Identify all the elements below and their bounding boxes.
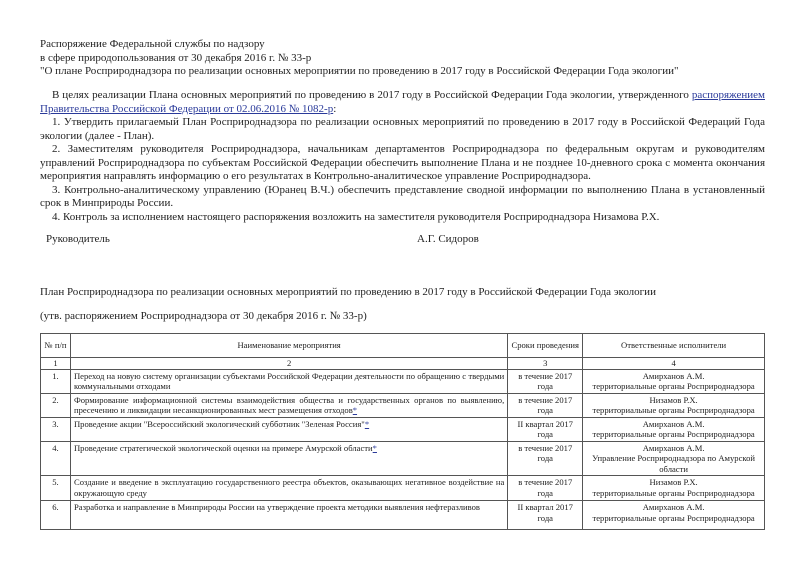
document-header [40, 38, 765, 79]
row-term: в течение 2017 года [508, 393, 583, 417]
plan-title: План Росприроднадзора по реализации основных мероприятий по проведению в 2017 году в Российской Федерации Года экологии [40, 286, 656, 298]
plan-approved: (утв. распоряжением Росприроднадзора от 30 декабря 2016 г. № 33-р) [40, 310, 367, 322]
row-responsible [583, 417, 765, 441]
row-number: 2. [41, 393, 71, 417]
col-number: 1 [41, 358, 71, 370]
row-term: в течение 2017 года [508, 476, 583, 501]
activity-text: Переход на новую систему организации субъектами Российской Федерации деятельности по обращению с твердыми коммунальными отходами [73, 370, 505, 391]
row-activity [70, 501, 507, 530]
footnote-link[interactable]: * [352, 405, 358, 415]
intro-text: В целях реализации Плана основных мероприятий по проведению в 2017 году в Российской Федерации Года экологии, утвержденного [52, 89, 692, 101]
item-4: 4. Контроль за исполнением настоящего распоряжения возложить на заместителя руководителя Росприроднадзора Низамова Р.Х. [52, 210, 660, 223]
row-responsible [583, 441, 765, 476]
signature-title: Руководитель [46, 233, 110, 245]
intro-end: : [333, 102, 337, 115]
row-responsible [583, 393, 765, 417]
row-activity [70, 369, 507, 393]
intro-paragraph [40, 89, 765, 116]
row-responsible [583, 476, 765, 501]
row-number: 3. [41, 417, 71, 441]
row-responsible [583, 501, 765, 530]
activity-text: Создание и введение в эксплуатацию государственного реестра объектов, оказывающих негативное воздействие на окружающую среду [73, 477, 505, 498]
item-2: 2. Заместителям руководителя Росприроднадзора, начальникам департаментов Росприроднадзора по федеральным округам и руководителям управлений Росприроднадзора по субъектам Российской Федерации обеспечить выполнение Плана и не позднее 10-дневного срока с момента окончания мероприятия направлять информацию о его результатах в Контрольно-аналитическое управление Росприроднадзора. [40, 143, 765, 182]
responsible-person: Амирханов А.М. [642, 442, 705, 453]
activity-text: Проведение акции "Всероссийский экологический субботник "Зеленая Россия" [73, 418, 365, 429]
header-name: Наименование мероприятия [70, 334, 507, 358]
responsible-person: Низамов Р.Х. [649, 477, 698, 487]
responsible-person: Амирханов А.М. [642, 370, 705, 381]
responsible-org: территориальные органы Росприроднадзора [592, 487, 755, 498]
responsible-person: Низамов Р.Х. [649, 394, 698, 405]
header-line-1: Распоряжение Федеральной службы по надзору [40, 38, 265, 50]
row-responsible [583, 369, 765, 393]
responsible-org: территориальные органы Росприроднадзора [592, 429, 755, 439]
row-activity [70, 441, 507, 476]
footnote-link[interactable]: * [364, 418, 370, 429]
row-number: 6. [41, 501, 71, 530]
table-row [41, 501, 765, 530]
row-number: 1. [41, 369, 71, 393]
header-line-3: "О плане Росприроднадзора по реализации основных мероприятии по проведению в 2017 году в Российской Федерации Года экологии" [40, 65, 679, 77]
col-number: 2 [70, 358, 507, 370]
table-row [41, 369, 765, 393]
row-term: II квартал 2017 года [508, 417, 583, 441]
row-activity [70, 476, 507, 501]
column-number-row [41, 358, 765, 370]
col-number: 4 [583, 358, 765, 370]
document-body [40, 89, 765, 224]
signature-name: А.Г. Сидоров [417, 233, 479, 245]
table-header-row [41, 334, 765, 358]
header-term: Сроки проведения [508, 334, 583, 358]
activity-text: Проведение стратегической экологической оценки на примере Амурской области [73, 442, 373, 453]
header-number: № п/п [41, 334, 71, 358]
activity-text: Разработка и направление в Минприроды России на утверждение проекта методики выявления нефтеразливов [73, 502, 480, 512]
table-row [41, 441, 765, 476]
col-number: 3 [508, 358, 583, 370]
table-row [41, 393, 765, 417]
government-order-link[interactable]: распоряжением Правительства Российской Федерации от 02.06.2016 № 1082-р [40, 89, 765, 115]
row-number: 5. [41, 476, 71, 501]
responsible-org: территориальные органы Росприроднадзора [592, 405, 755, 415]
responsible-org: Управление Росприроднадзора по Амурской области [592, 453, 756, 474]
row-number: 4. [41, 441, 71, 476]
item-1: 1. Утвердить прилагаемый План Росприроднадзора по реализации основных мероприятий по проведению в 2017 году в Российской Федераций Года экологии (далее - План). [40, 116, 765, 142]
header-responsible: Ответственные исполнители [583, 334, 765, 358]
row-activity [70, 393, 507, 417]
activity-text: Формирование информационной системы взаимодействия общества и государственных органов по выявлению, пресечению и ликвидации несанкционированных мест размещения отходов [73, 394, 505, 415]
row-term: в течение 2017 года [508, 441, 583, 476]
plan-table [40, 333, 765, 530]
row-term: II квартал 2017 года [508, 501, 583, 530]
responsible-org: территориальные органы Росприроднадзора [592, 512, 755, 523]
footnote-link[interactable]: * [372, 442, 377, 453]
row-term: в течение 2017 года [508, 369, 583, 393]
row-activity [70, 417, 507, 441]
header-line-2: в сфере природопользования от 30 декабря 2016 г. № 33-р [40, 51, 312, 64]
responsible-person: Амирханов А.М. [642, 502, 705, 512]
table-row [41, 417, 765, 441]
item-3: 3. Контрольно-аналитическому управлению (Юранец В.Ч.) обеспечить представление сводной информации по выполнению Плана в установленный срок в Минприроды России. [40, 183, 765, 209]
responsible-person: Амирханов А.М. [642, 418, 705, 429]
responsible-org: территориальные органы Росприроднадзора [592, 381, 755, 391]
table-row [41, 476, 765, 501]
